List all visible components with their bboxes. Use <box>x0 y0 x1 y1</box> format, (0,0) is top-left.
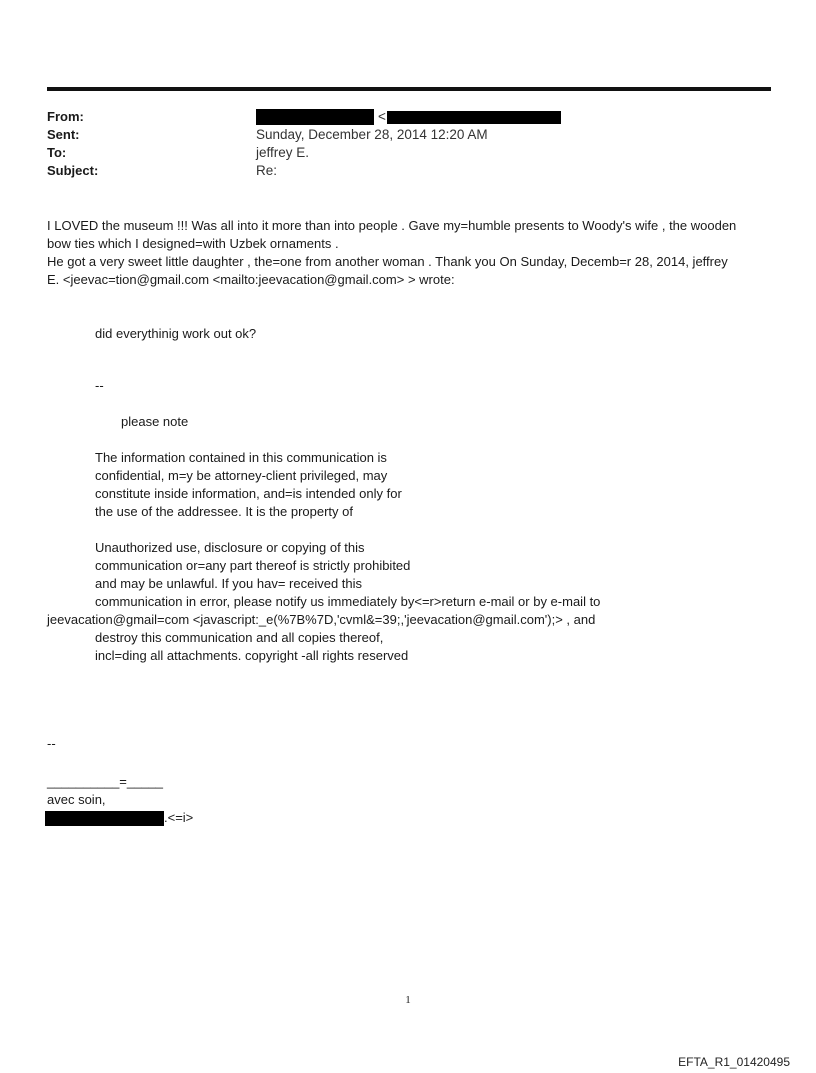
redacted-signature-name <box>45 811 164 826</box>
signature-name-row <box>45 809 193 827</box>
confidential-line-3: constitute inside information, and=is intended only for <box>95 486 402 501</box>
unauthorized-line-1: Unauthorized use, disclosure or copying of this <box>95 540 365 555</box>
sent-value: Sunday, December 28, 2014 12:20 AM <box>256 127 488 142</box>
unauthorized-line-4: communication in error, please notify us immediately by<=r>return e-mail or by e-mail to <box>95 594 601 609</box>
from-bracket: < <box>378 109 386 124</box>
body-line-3: He got a very sweet little daughter , the=one from another woman . Thank you On Sunday, Decemb=r 28, 2014, jeffrey <box>47 254 728 269</box>
confidential-line-2: confidential, m=y be attorney-client privileged, may <box>95 468 388 483</box>
please-note: please note <box>121 414 189 429</box>
confidential-line-1: The information contained in this communication is <box>95 450 387 465</box>
header-rule <box>47 87 771 91</box>
body-line-2: bow ties which I designed=with Uzbek ornaments . <box>47 236 339 251</box>
unauthorized-line-7: incl=ding all attachments. copyright -all rights reserved <box>95 648 409 663</box>
unauthorized-line-2: communication or=any part thereof is strictly prohibited <box>95 558 411 573</box>
signature-separator: -- <box>47 736 56 751</box>
quote-separator: -- <box>95 378 104 393</box>
to-label: To: <box>47 145 67 160</box>
signature-underline: __________=_____ <box>47 774 164 789</box>
from-label: From: <box>47 109 84 124</box>
redacted-sender-email <box>387 111 561 124</box>
body-line-4: E. <jeevac=tion@gmail.com <mailto:jeevacation@gmail.com> > wrote: <box>47 272 455 287</box>
unauthorized-line-6: destroy this communication and all copies thereof, <box>95 630 384 645</box>
from-value <box>256 108 561 126</box>
redacted-sender-name <box>256 109 374 125</box>
body-line-1: I LOVED the museum !!! Was all into it more than into people . Gave my=humble presents to Woody's wife , the wooden <box>47 218 737 233</box>
subject-value: Re: <box>256 163 278 178</box>
sent-label: Sent: <box>47 127 80 142</box>
confidential-line-4: the use of the addressee. It is the property of <box>95 504 353 519</box>
signature-closing: avec soin, <box>47 792 106 807</box>
to-value: jeffrey E. <box>256 145 310 160</box>
signature-tail: .<=i> <box>164 810 194 825</box>
quote-question: did everythinig work out ok? <box>95 326 257 341</box>
document-id: EFTA_R1_01420495 <box>678 1055 790 1069</box>
unauthorized-line-5: jeevacation@gmail=com <javascript:_e(%7B%7D,'cvml&=39;,'jeevacation@gmail.com');> , and <box>47 612 596 627</box>
subject-label: Subject: <box>47 163 99 178</box>
unauthorized-line-3: and may be unlawful. If you hav= received this <box>95 576 363 591</box>
page-number: 1 <box>405 994 411 1006</box>
